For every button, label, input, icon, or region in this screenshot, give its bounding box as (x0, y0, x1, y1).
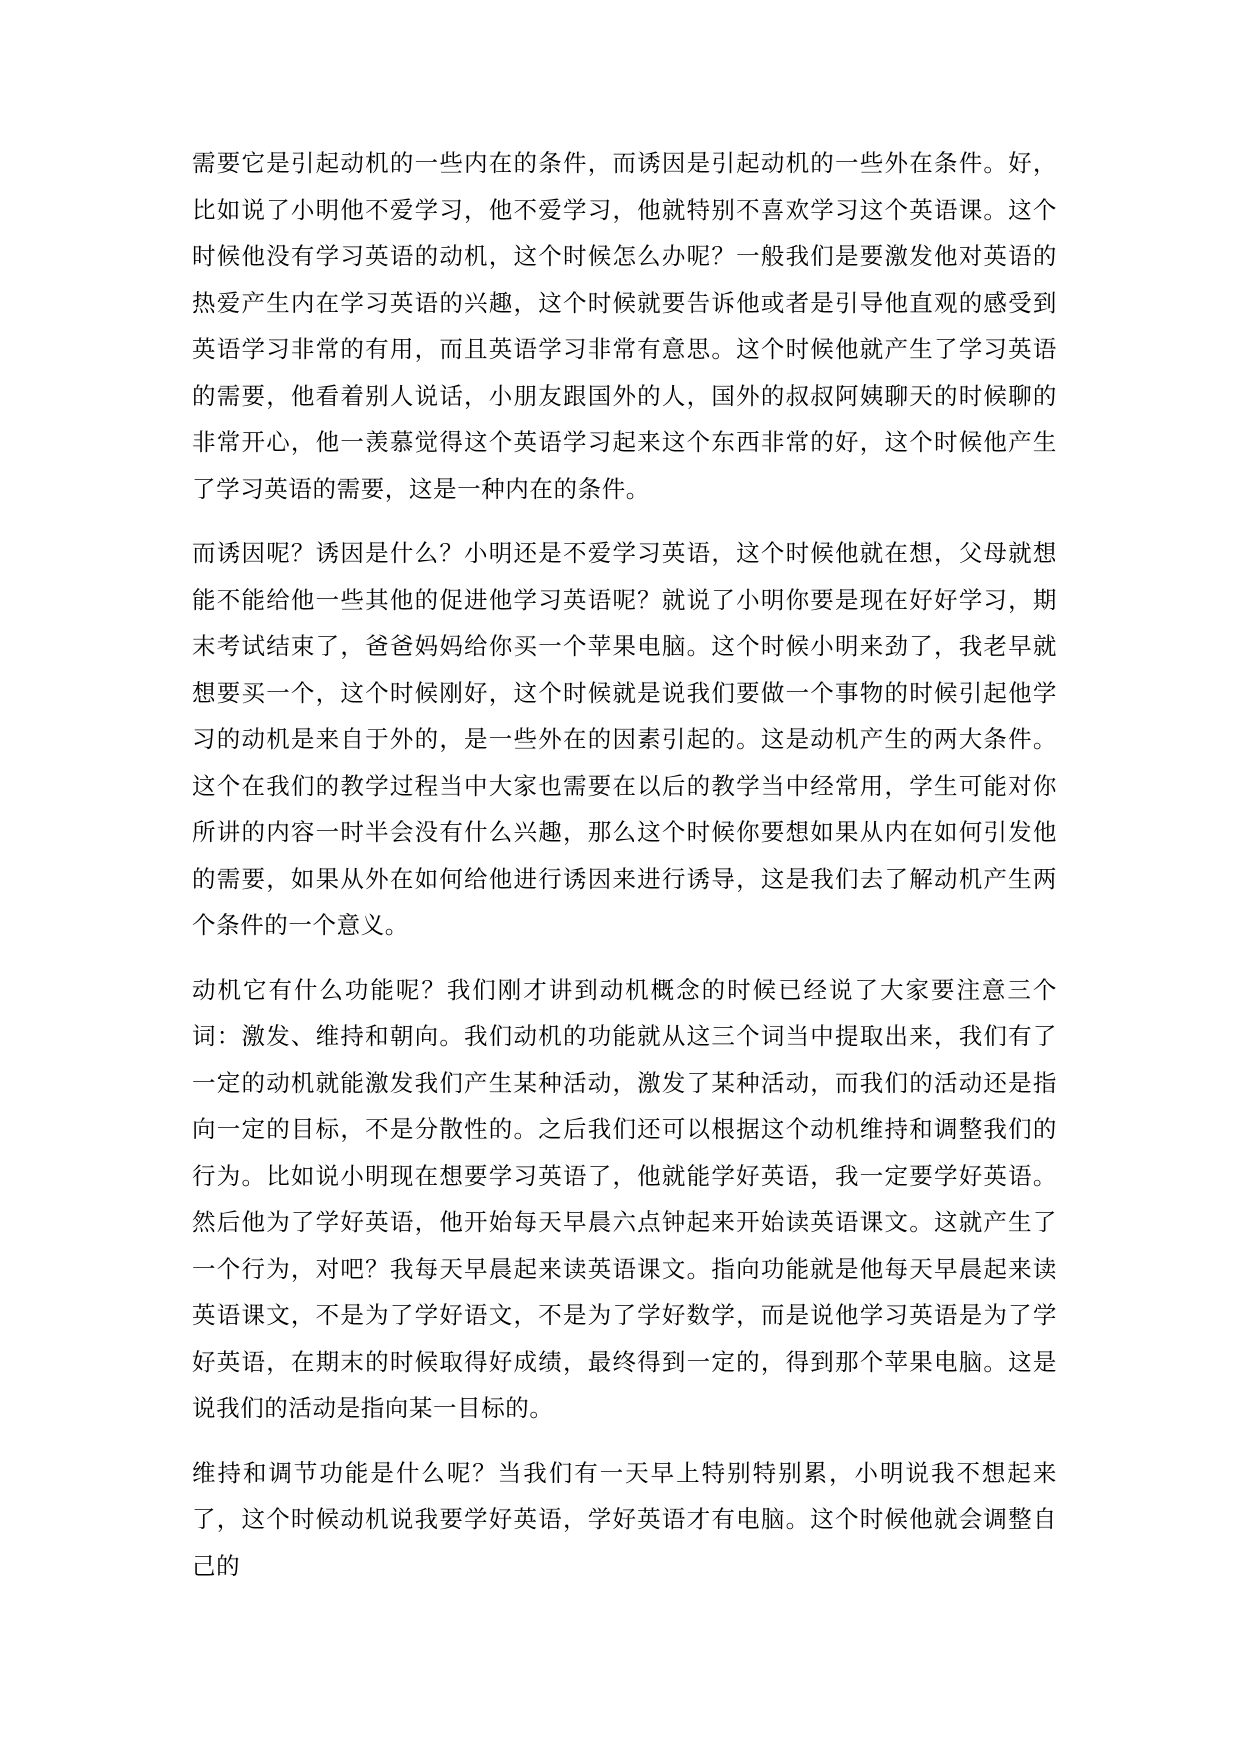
paragraph-3: 动机它有什么功能呢？我们刚才讲到动机概念的时候已经说了大家要注意三个词：激发、维持和朝向。我们动机的功能就从这三个词当中提取出来，我们有了一定的动机就能激发我们产生某种活动，激发了某种活动，而我们的活动还是指向一定的目标，不是分散性的。之后我们还可以根据这个动机维持和调整我们的行为。比如说小明现在想要学习英语了，他就能学好英语，我一定要学好英语。然后他为了学好英语，他开始每天早晨六点钟起来开始读英语课文。这就产生了一个行为，对吧？我每天早晨起来读英语课文。指向功能就是他每天早晨起来读英语课文，不是为了学好语文，不是为了学好数学，而是说他学习英语是为了学好英语，在期末的时候取得好成绩，最终得到一定的，得到那个苹果电脑。这是说我们的活动是指向某一目标的。 (192, 975, 1057, 1422)
paragraph-4: 维持和调节功能是什么呢？当我们有一天早上特别特别累，小明说我不想起来了，这个时候动机说我要学好英语，学好英语才有电脑。这个时候他就会调整自己的 (192, 1458, 1057, 1580)
paragraph-2: 而诱因呢？诱因是什么？小明还是不爱学习英语，这个时候他就在想，父母就想能不能给他一些其他的促进他学习英语呢？就说了小明你要是现在好好学习，期末考试结束了，爸爸妈妈给你买一个苹果电脑。这个时候小明来劲了，我老早就想要买一个，这个时候刚好，这个时候就是说我们要做一个事物的时候引起他学习的动机是来自于外的，是一些外在的因素引起的。这是动机产生的两大条件。这个在我们的教学过程当中大家也需要在以后的教学当中经常用，学生可能对你所讲的内容一时半会没有什么兴趣，那么这个时候你要想如果从内在如何引发他的需要，如果从外在如何给他进行诱因来进行诱导，这是我们去了解动机产生两个条件的一个意义。 (192, 539, 1057, 939)
paragraph-1: 需要它是引起动机的一些内在的条件，而诱因是引起动机的一些外在条件。好，比如说了小明他不爱学习，他不爱学习，他就特别不喜欢学习这个英语课。这个时候他没有学习英语的动机，这个时候怎么办呢？一般我们是要激发他对英语的热爱产生内在学习英语的兴趣，这个时候就要告诉他或者是引导他直观的感受到英语学习非常的有用，而且英语学习非常有意思。这个时候他就产生了学习英语的需要，他看着别人说话，小朋友跟国外的人，国外的叔叔阿姨聊天的时候聊的非常开心，他一羡慕觉得这个英语学习起来这个东西非常的好，这个时候他产生了学习英语的需要，这是一种内在的条件。 (192, 149, 1057, 503)
document-body (192, 140, 1057, 1607)
